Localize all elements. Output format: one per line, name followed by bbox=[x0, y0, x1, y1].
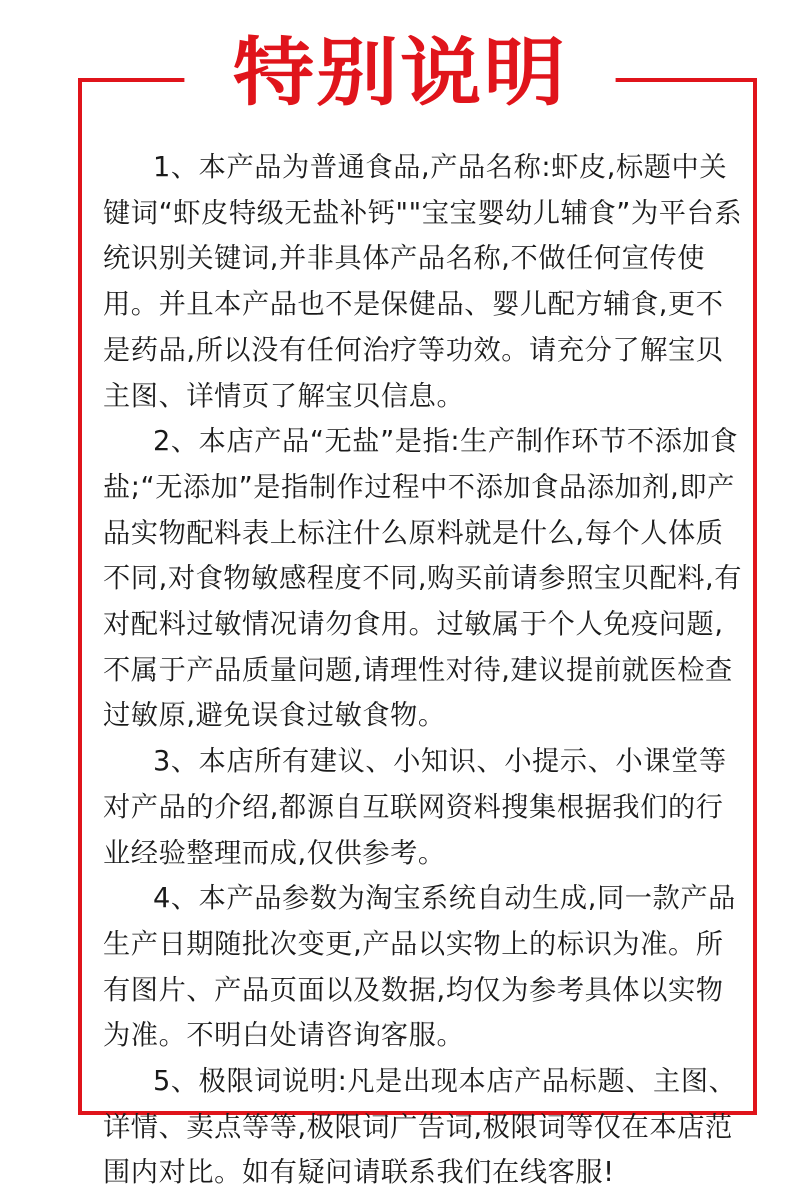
notice-paragraph-1: 1、本产品为普通食品,产品名称:虾皮,标题中关键词“虾皮特级无盐补钙""宝宝婴幼儿辅食”为平台系统识别关键词,并非具体产品名称,不做任何宣传使用。并且本产品也不是保健品、婴儿配方辅食,更不是药品,所以没有任何治疗等功效。请充分了解宝贝主图、详情页了解宝贝信息。 bbox=[103, 152, 743, 412]
notice-paragraph-5: 5、极限词说明:凡是出现本店产品标题、主图、详情、卖点等等,极限词广告词,极限词等仅在本店范围内对比。如有疑问请联系我们在线客服! bbox=[103, 1066, 737, 1189]
title-container bbox=[0, 18, 800, 128]
notice-body bbox=[103, 145, 751, 1196]
page-title: 特别说明 bbox=[184, 18, 615, 128]
notice-paragraph-2: 2、本店产品“无盐”是指:生产制作环节不添加食盐;“无添加”是指制作过程中不添加食品添加剂,即产品实物配料表上标注什么原料就是什么,每个人体质不同,对食物敏感程度不同,购买前请参照宝贝配料,有对配料过敏情况请勿食用。过敏属于个人免疫问题,不属于产品质量问题,请理性对待,建议提前就医检查过敏原,避免误食过敏食物。 bbox=[103, 426, 743, 732]
notice-paragraph-3: 3、本店所有建议、小知识、小提示、小课堂等对产品的介绍,都源自互联网资料搜集根据我们的行业经验整理而成,仅供参考。 bbox=[103, 746, 727, 869]
notice-paragraph-4: 4、本产品参数为淘宝系统自动生成,同一款产品生产日期随批次变更,产品以实物上的标识为准。所有图片、产品页面以及数据,均仅为参考具体以实物为准。不明白处请咨询客服。 bbox=[103, 883, 736, 1052]
